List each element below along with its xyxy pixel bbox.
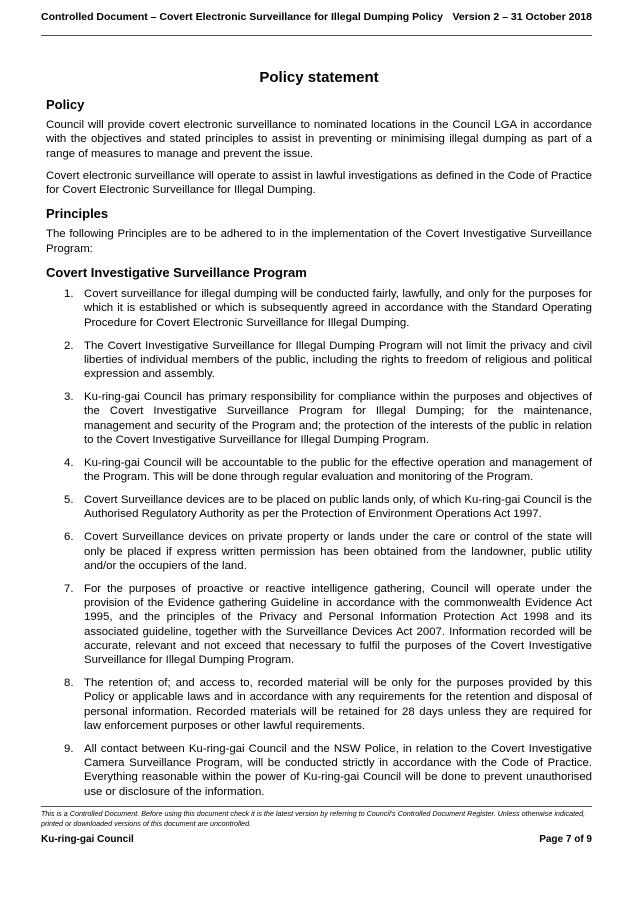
- list-item-text: Covert Surveillance devices are to be placed on public lands only, of which Ku-ring-gai Council is the Authorised Regulatory Authority as per the Protection of Environment Operations Act 1997.: [84, 494, 592, 521]
- list-item-text: The retention of; and access to, recorded material will be only for the purposes provided by this Policy or applicable laws and in accordance with any requirements for the retention and disposal of personal information. Recorded materials will be retained for 28 days unless they are required for law enforcement purposes or other lawful requirements.: [84, 677, 592, 732]
- list-item-number: 3.: [64, 391, 74, 404]
- header-title: Controlled Document – Covert Electronic Surveillance for Illegal Dumping Policy: [41, 11, 443, 23]
- list-item-number: 2.: [64, 339, 74, 352]
- header-version: Version 2 – 31 October 2018: [452, 11, 592, 23]
- header-divider: [41, 35, 592, 36]
- list-item-number: 5.: [64, 494, 74, 507]
- list-item: [46, 582, 592, 668]
- list-item-number: 1.: [64, 288, 74, 301]
- policy-paragraph-1: Council will provide covert electronic surveillance to nominated locations in the Council LGA in accordance with the objectives and stated principles to assist in preventing or minimising illegal dumping as part of a range of measures to manage and prevent the issue.: [46, 119, 592, 160]
- list-item-text: The Covert Investigative Surveillance for Illegal Dumping Program will not limit the privacy and civil liberties of individual members of the public, including the rights to freedom of religious and political expression and assembly.: [84, 339, 592, 381]
- list-item: [46, 287, 592, 330]
- list-item: [46, 456, 592, 485]
- principles-heading: Principles: [46, 206, 109, 222]
- list-item: [46, 390, 592, 447]
- list-item-number: 4.: [64, 456, 74, 469]
- page-header: [41, 10, 592, 24]
- list-item-number: 6.: [64, 531, 74, 544]
- list-item-number: 9.: [64, 742, 74, 755]
- list-item-text: For the purposes of proactive or reactive intelligence gathering, Council will operate under the provision of the Evidence gathering Guideline in accordance with the commonwealth Evidence Act 1995, and the principles of the Privacy and Personal Information Protection Act 1998 and its associated guideline, together with the Surveillance Devices Act 2007. Information recorded will be accurate, relevant and not exceed that necessary to fulfil the purposes of the Covert Investigative Surveillance for Illegal Dumping Program.: [84, 582, 592, 667]
- list-item: [46, 493, 592, 522]
- page-footer: [41, 834, 592, 845]
- page-title: Policy statement: [259, 69, 379, 86]
- program-principles-list: [46, 287, 592, 799]
- footer-organisation: Ku-ring-gai Council: [41, 834, 134, 845]
- list-item-text: Ku-ring-gai Council has primary responsibility for compliance within the purposes and objectives of the Covert Investigative Surveillance Program for Illegal Dumping; for the maintenance, management and security of the Program and; the protection of the interests of the public in relation to the Covert Investigative Surveillance for Illegal Dumping Program.: [84, 391, 592, 446]
- policy-paragraph-2: Covert electronic surveillance will operate to assist in lawful investigations as defined in the Code of Practice for Covert Electronic Surveillance for Illegal Dumping.: [46, 169, 592, 197]
- main-content: [46, 68, 592, 808]
- footer-divider: [41, 806, 592, 807]
- list-item: [46, 339, 592, 382]
- list-item-number: 7.: [64, 582, 74, 595]
- program-heading: Covert Investigative Surveillance Program: [46, 265, 307, 281]
- list-item: [46, 530, 592, 573]
- list-item-text: All contact between Ku-ring-gai Council and the NSW Police, in relation to the Covert Investigative Camera Surveillance Program, will be conducted strictly in accordance with the Code of Practice. Everything reasonable within the power of Ku-ring-gai Council will be done to prevent unauthorised use or disclosure of the information.: [84, 742, 592, 798]
- list-item: [46, 742, 592, 799]
- list-item-text: Ku-ring-gai Council will be accountable to the public for the effective operation and management of the Program. This will be done through regular evaluation and monitoring of the Program.: [84, 456, 592, 484]
- policy-heading: Policy: [46, 97, 85, 112]
- principles-intro: The following Principles are to be adhered to in the implementation of the Covert Investigative Surveillance Program:: [46, 228, 592, 255]
- list-item: [46, 676, 592, 733]
- list-item-text: Covert surveillance for illegal dumping will be conducted fairly, lawfully, and only for the purposes for which it is established or which is subsequently agreed in accordance with the Standard Operating Procedure for Covert Electronic Surveillance for Illegal Dumping.: [84, 288, 592, 329]
- list-item-text: Covert Surveillance devices on private property or lands under the care or control of the state will only be placed if express written permission has been obtained from the landowner, public utility and/or the occupiers of the land.: [84, 531, 592, 572]
- page-number: Page 7 of 9: [539, 834, 592, 845]
- list-item-number: 8.: [64, 677, 74, 690]
- controlled-document-note: This is a Controlled Document. Before using this document check it is the latest version by referring to Council’s Controlled Document Register. Unless otherwise indicated, printed or downloaded versions of this document are uncontrolled.: [41, 809, 586, 828]
